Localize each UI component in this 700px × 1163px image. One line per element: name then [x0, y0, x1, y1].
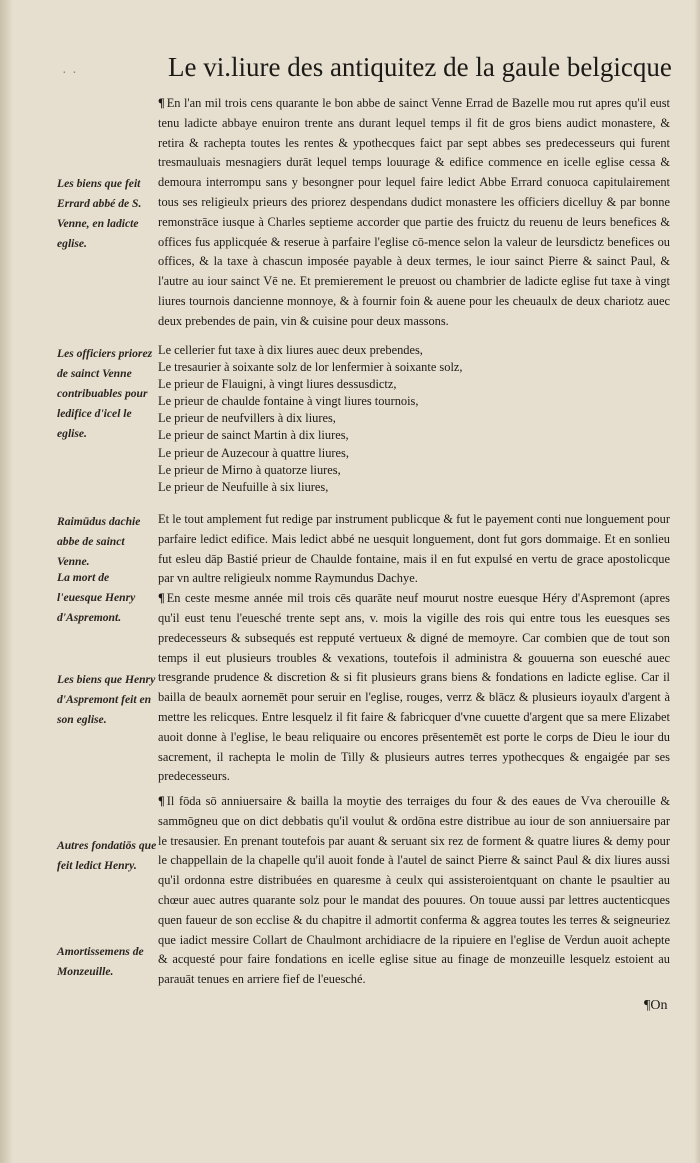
tax-list [158, 342, 670, 496]
list-item: Le prieur de Flauigni, à vingt liures dessusdictz, [158, 377, 397, 392]
margin-note-mort-henry: La mort de l'euesque Henry d'Aspremont. [57, 571, 136, 624]
pilcrow-mark: ¶ [158, 96, 165, 110]
list-item: Le cellerier fut taxe à dix liures auec deux prebendes, [158, 343, 423, 357]
pilcrow-mark: ¶ [158, 591, 165, 606]
folio-mark: · · [62, 66, 78, 81]
list-item: Le prieur de sainct Martin à dix liures, [158, 428, 349, 443]
list-item: Le prieur de Neufuille à six liures, [158, 479, 329, 494]
catchword: ¶On [644, 998, 668, 1013]
list-item: Le prieur de Mirno à quatorze liures, [158, 462, 341, 477]
margin-note-officiers: Les officiers priorez de sainct Venne contribuables pour ledifice d'icel le eglise. [57, 347, 153, 440]
list-item: Le prieur de chaulde fontaine à vingt liures tournois, [158, 394, 419, 409]
paragraph-henry-text: En ceste mesme année mil trois cēs quarāte neuf mourut nostre euesque Héry d'Aspremont (apres qu'il eust tenu l'euesché trente sept ans, v. mois la vigille des rois qui entre tous les euesques ses predecesseurs & subsequés est repputé vertueux & digné de memoyre. Car combien que de tout son temps il eut plusieurs troubles & vexations, toutefois il administra & gouuerna son euesché auec tresgrande prudence & discretion & si fit plusieurs grans biens & fondations en ladicte eglise. Car il bailla de beaulx aornemēt pour seruir en l'eglise, rouges, verrz & blācz & plusieurs ioyaulx d'argent à mettre les relicques. Entre lesquelz il fit faire & fabricquer d'vne cuuette d'argent que sa mere Elizabet auoit donne à l'eglise, le beau reliquaire ou encores prēsentemēt est porte le corps de Dieu le iour du sacrement, il rachepta le molin de Tilly & plusieurs autres terres ypothecques & engaigée par ses predecesseurs. [158, 591, 670, 784]
paragraph-errard [158, 94, 670, 332]
margin-note-raimundus: Raimūdus dachie abbe de sainct Venne. [57, 515, 141, 568]
margin-note-fondations: Autres fondatiōs que feit ledict Henry. [57, 839, 157, 872]
list-item: Le prieur de Auzecour à quattre liures, [158, 445, 349, 460]
margin-note-biens-henry: Les biens que Henry d'Aspremont feit en son eglise. [57, 673, 156, 726]
pilcrow-mark: ¶ [158, 794, 165, 808]
paragraph-raimundus-text: Et le tout amplement fut redige par instrument publicque & fut le payement conti nue longuement pour parfaire ledict edifice. Mais ledict abbé ne uesquit longuement, dont fut gors dommaige. Et en sonlieu fut esleu dāp Bastié prieur de Chaulde fontaine, mais il en fut expulsé en vertu de grace apostolicque par vn aultre religieulx nomme Raymundus Dachye. [158, 512, 670, 586]
paragraph-errard-text: En l'an mil trois cens quarante le bon abbe de sainct Venne Errad de Bazelle mou rut apres qu'il eust tenu ladicte abbaye enuiron trente ans durant lequel temps il fit de gros biens audict monastere, & retira & rachepta toutes les rentes & ypothecques faict par sept abbes ses predecesseurs qui furent tresmauluais mesnagiers durāt lequel temps louurage & edifice commence en icelle eglise cessa & demoura interrompu sans y besongner pour lequel faire ledict Abbe Errard conuoca capitulairement tous ses religieulx prieurs des priorez despendans dudict monastere les officiers dicelluy & par bonne remonstrāce iusque à Charles septieme accorder que partie des fruictz du reuenu de leurs benefices & offices fus applicquée & reserue à parfaire l'eglise cō-mence selon la valeur de leursdictz benefices ou offices, & la taxe à chascun imposée payable à deux termes, le iour sainct Pierre & sainct Paul, & l'autre au iour sainct Vē ne. Et premierement le preuost ou chambrier de ladicte eglise fut taxe à vingt liures tournois dancienne monnoye, & à fournir foin & auene pour les cheuaulx de deux chariotz auec deux prebendes de pain, vin & cuisine pour deux massons. [158, 96, 670, 328]
page-edge [694, 0, 700, 1163]
margin-note-errard: Les biens que feit Errard abbé de S. Venne, en ladicte eglise. [57, 177, 142, 250]
list-item: Le tresaurier à soixante solz de lor lenfermier à soixante solz, [158, 360, 463, 375]
margin-note-amortissemens: Amortissemens de Monzeuille. [57, 945, 144, 978]
paragraph-fondations-text: Il fōda sō anniuersaire & bailla la moytie des terraiges du four & des eaues de Vva cherouille & sammōgneu que on dict debbatis qu'il voulut & ordōna estre distribue au iour de son anniuersaire par le tresausier. En prenant toutefois par auant & seruant six rez de forment & quatre liures & demy pour le chappellain de la chapelle qu'il auoit fonde à l'autel de sainct Pierre & sainct Paul & dix liures aussi qu'il ordonna estre distribuées en quaresme à ceulx qui assisteroientquant on chante le psaultier au chœur auec autres quarante solz pour le mandat des pouures. On touue aussi par lettres auctenticques quen faueur de son ecclise & du chapitre il admortit conferma & aggrea toutes les terres & seigneuriez que iadict messire Collart de Chaulmont archidiacre de la ripuiere en l'eglise de Verdun auoit achepte & acquesté pour faire fondations en icelle eglise situe au finage de monzeuille lesquelz estoient au parauāt tenues en arriere fief de l'euesché. [158, 794, 670, 987]
page-gutter [0, 0, 12, 1163]
paragraph-henry [158, 510, 670, 787]
running-title: Le vi.liure des antiquitez de la gaule belgicque [168, 52, 672, 82]
paragraph-fondations [158, 792, 670, 990]
list-item: Le prieur de neufvillers à dix liures, [158, 411, 336, 426]
